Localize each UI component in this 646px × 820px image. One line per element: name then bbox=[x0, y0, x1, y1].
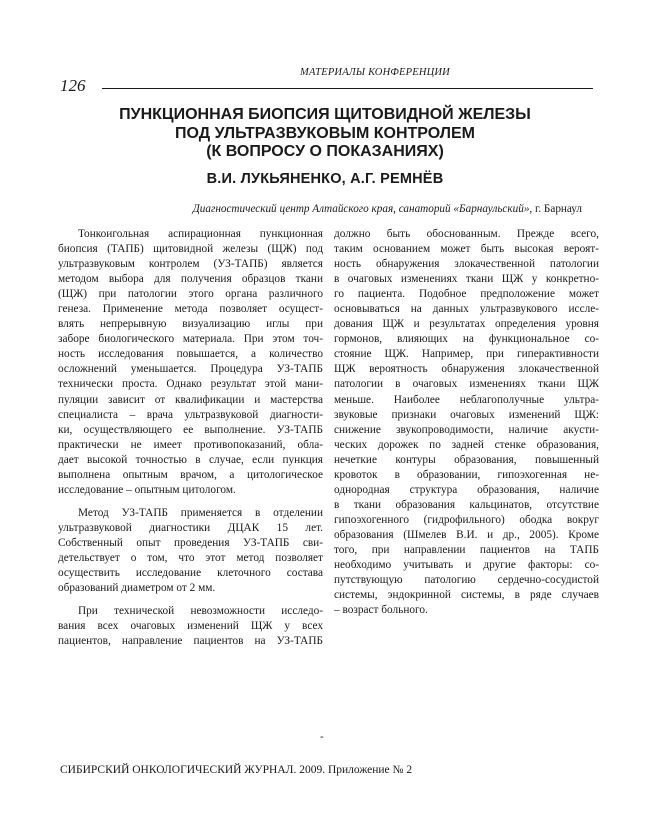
text-line: дования ЩЖ и результатах определения уровня bbox=[334, 318, 599, 331]
text-line: технически проста. Однако результат этой мани- bbox=[58, 378, 323, 391]
text-line: необходимо учитывать и другие факторы: со- bbox=[334, 559, 599, 572]
text-line: звуковые признаки очаговых изменений ЩЖ: bbox=[334, 408, 599, 421]
text-line: При технической невозможности исследо- bbox=[78, 605, 323, 618]
text-line: ческих дорожек по задней стенке образования, bbox=[334, 438, 599, 451]
text-line: го пациента. Подобное предположение может bbox=[334, 288, 599, 301]
text-line: однородная структура образования, наличие bbox=[334, 483, 599, 496]
body-column-left bbox=[58, 227, 323, 649]
text-line: кровоток в образовании, гипоэхогенная не- bbox=[334, 468, 599, 481]
text-line: стояние ЩЖ. Например, при гиперактивности bbox=[334, 348, 599, 361]
article-affiliation bbox=[60, 203, 582, 215]
text-line: биопсия (ТАПБ) щитовидной железы (ЩЖ) под bbox=[58, 243, 323, 256]
text-line: ность обнаружения злокачественной патологии bbox=[334, 258, 599, 271]
text-line: заборе биологического материала. При этом точ- bbox=[58, 333, 323, 346]
text-line: меньше. Наиболее неблагополучные ультра- bbox=[334, 393, 599, 406]
text-line: ультразвуковой диагностики ДЦАК 15 лет. bbox=[58, 521, 323, 534]
text-line: осуществить исследование клеточного состава bbox=[58, 567, 323, 580]
journal-footer: СИБИРСКИЙ ОНКОЛОГИЧЕСКИЙ ЖУРНАЛ. 2009. Приложение № 2 bbox=[60, 764, 413, 776]
text-line: ультразвуковым контролем (УЗ-ТАПБ) является bbox=[58, 258, 323, 271]
text-line: образования (Шмелев В.И. и др., 2005). Кроме bbox=[334, 528, 599, 541]
text-line: (ЩЖ) при патологии этого органа различного bbox=[58, 288, 323, 301]
body-column-right bbox=[334, 227, 599, 618]
text-line: должно быть обоснованным. Прежде всего, bbox=[334, 228, 599, 240]
running-head: МАТЕРИАЛЫ КОНФЕРЕНЦИИ bbox=[300, 67, 450, 78]
text-line: Метод УЗ-ТАПБ применяется в отделении bbox=[78, 506, 323, 519]
text-line: ки, осуществляющего ее выполнение. УЗ-ТАПБ bbox=[58, 423, 323, 436]
text-line: Собственный опыт проведения УЗ-ТАПБ сви- bbox=[58, 536, 323, 549]
text-line: путствующую патологию сердечно-сосудистой bbox=[334, 574, 599, 587]
text-line: патологии в очаговых изменениях ткани ЩЖ bbox=[334, 378, 599, 391]
text-line: пуляции зависит от квалификации и мастерства bbox=[58, 393, 323, 406]
text-line: детельствует о том, что этот метод позволяет bbox=[58, 551, 323, 564]
text-line: специалиста – врача ультразвуковой диагности- bbox=[58, 408, 323, 421]
title-line: ПОД УЛЬТРАЗВУКОВЫМ КОНТРОЛЕМ bbox=[174, 124, 476, 142]
text-line: основываться на данных ультразвукового иссле- bbox=[334, 303, 599, 316]
text-line: Тонкоигольная аспирационная пункционная bbox=[78, 228, 323, 240]
affiliation-org: Диагностический центр Алтайского края, санаторий «Барнаульский», bbox=[192, 203, 533, 215]
text-line: практически не имеет противопоказаний, обла- bbox=[58, 438, 323, 451]
text-line: снижение звукопроводимости, наличие акусти- bbox=[334, 423, 599, 436]
text-line: системы, эндокринной системы, в ряде случаев bbox=[334, 589, 599, 602]
text-line: осложнений уменьшается. Процедура УЗ-ТАПБ bbox=[58, 363, 323, 376]
text-line: ЩЖ вероятность обнаружения злокачественной bbox=[334, 363, 599, 376]
article-authors: В.И. ЛУКЬЯНЕНКО, А.Г. РЕМНЁВ bbox=[206, 171, 444, 187]
title-line: (К ВОПРОСУ О ПОКАЗАНИЯХ) bbox=[206, 143, 444, 160]
page-number: 126 bbox=[60, 76, 86, 95]
text-line: гормонов, влияющих на функциональное со- bbox=[334, 333, 599, 346]
affiliation-city: г. Барнаул bbox=[535, 203, 582, 215]
text-line: того, при направлении пациентов на ТАПБ bbox=[334, 543, 599, 556]
text-line: выполнена опытным врачом, а цитологическое bbox=[58, 468, 323, 481]
text-line: генеза. Применение метода позволяет осущест- bbox=[58, 303, 323, 316]
text-line: вания всех очаговых изменений ЩЖ у всех bbox=[58, 620, 323, 633]
text-line: методом выбора для получения образцов ткани bbox=[58, 273, 323, 286]
header-rule bbox=[102, 88, 593, 89]
text-line: дает высокой точностью в случае, если пункция bbox=[58, 453, 323, 466]
text-line: в ткани образования кальцинатов, отсутствие bbox=[334, 498, 599, 511]
text-line: исследование – опытным цитологом. bbox=[58, 483, 236, 496]
text-line: нечеткие контуры образования, повышенный bbox=[334, 453, 599, 466]
page-marker: - bbox=[320, 731, 324, 743]
text-line: ность исследования повышается, а количество bbox=[58, 348, 323, 361]
text-line: таким основанием может быть высокая вероят- bbox=[334, 243, 599, 256]
article-title bbox=[60, 106, 590, 162]
text-line: влять непрерывную визуализацию иглы при bbox=[58, 318, 323, 331]
text-line: – возраст больного. bbox=[334, 604, 428, 617]
text-line: пациентов, направление пациентов на УЗ-ТАПБ bbox=[58, 635, 323, 648]
text-line: образований диаметром от 2 мм. bbox=[58, 582, 216, 595]
title-line: ПУНКЦИОННАЯ БИОПСИЯ ЩИТОВИДНОЙ ЖЕЛЕЗЫ bbox=[119, 106, 531, 123]
text-line: в очаговых изменениях ткани ЩЖ у конкретно- bbox=[334, 273, 599, 286]
text-line: гипоэхогенного (гидрофильного) ободка вокруг bbox=[334, 513, 599, 526]
